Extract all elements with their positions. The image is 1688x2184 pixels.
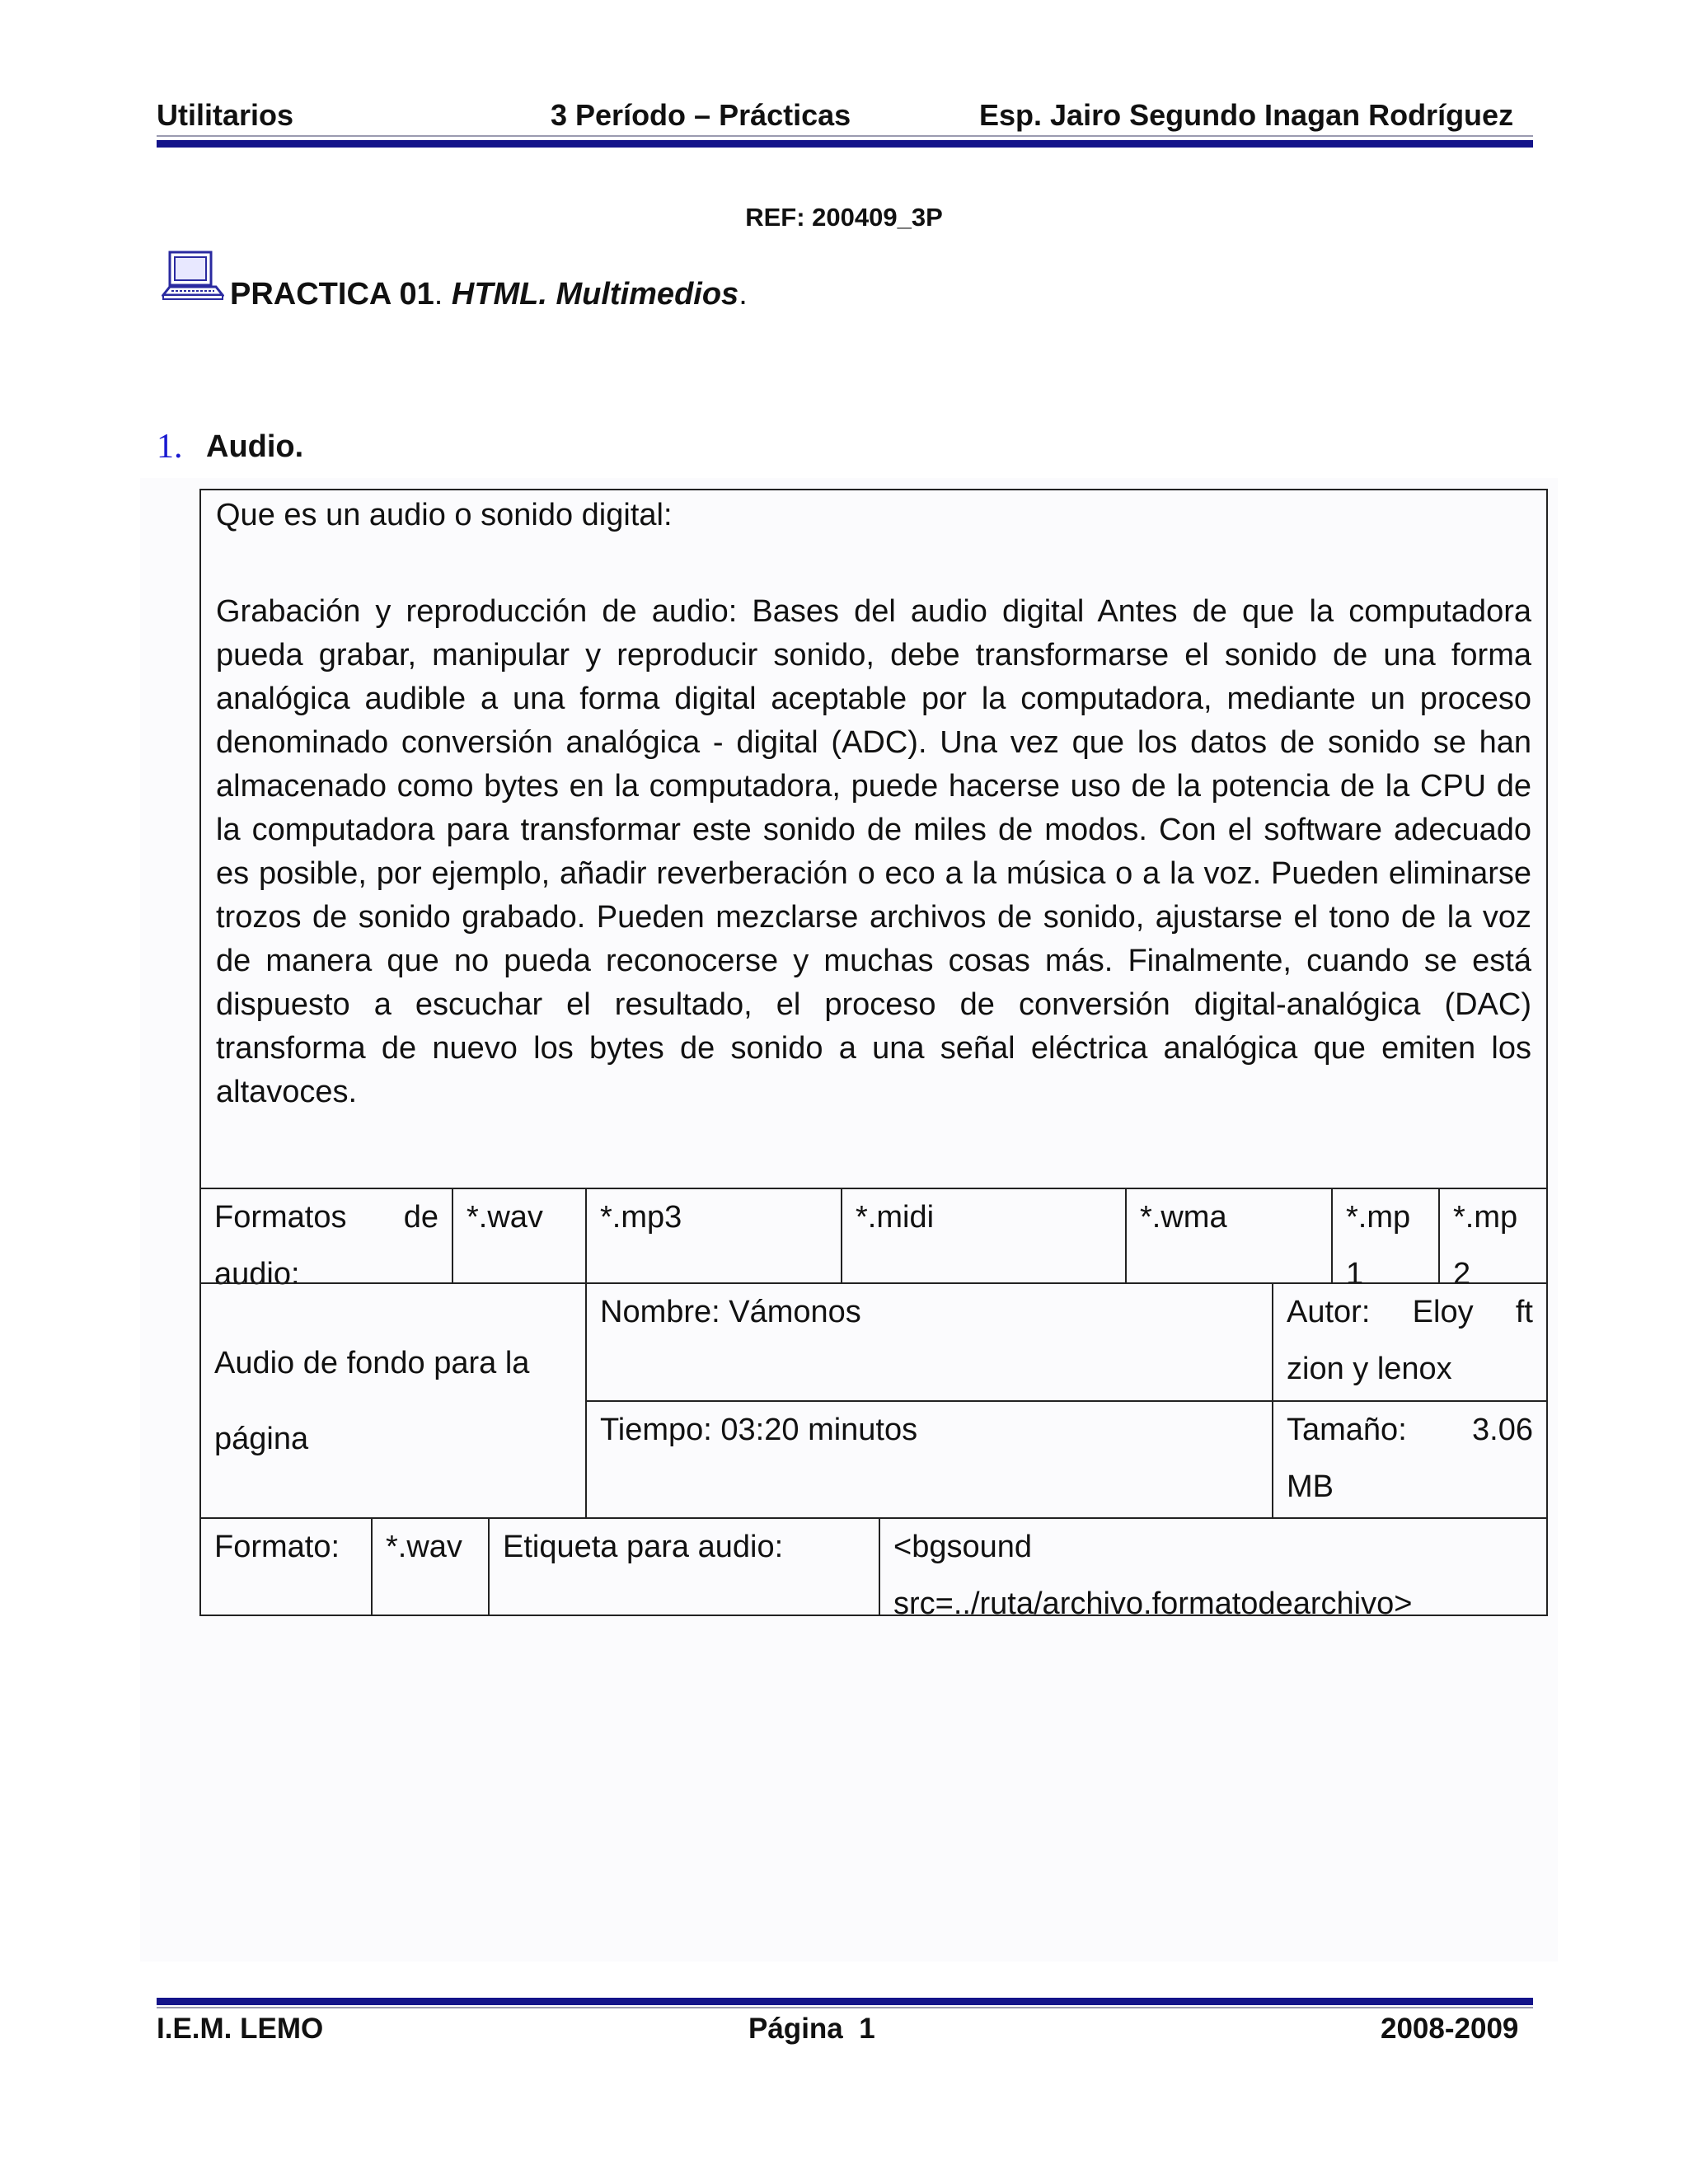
tag-value-cell xyxy=(879,1517,1548,1621)
format-mp1 xyxy=(1331,1188,1440,1291)
footer-rule-thin xyxy=(157,2007,1533,2008)
song-author-word-3: ft xyxy=(1515,1295,1533,1329)
song-size-line-2: MB xyxy=(1287,1469,1334,1504)
footer-page: Página 1 xyxy=(748,2013,875,2045)
definition-body: Grabación y reproducción de audio: Bases del audio digital Antes de que la computadora pueda grabar, manipular y reproducir sonido, debe transformarse el sonido de una forma analógica audible a una forma digital aceptable por la computadora, mediante un proceso denominado conversión analógica - digital (ADC). Una vez que los datos de sonido se han almacenado como bytes en la computadora, puede hacerse uso de la potencia de la CPU de la computadora para transformar este sonido de miles de modos. Con el software adecuado es posible, por ejemplo, añadir reverberación o eco a la música o a la voz. Pueden eliminarse trozos de sonido grabado. Pueden mezclarse archivos de sonido, ajustarse el tono de la voz de manera que no pueda reconocerse y muchas cosas más. Finalmente, cuando se está dispuesto a escuchar el resultado, el proceso de conversión digital-analógica (DAC) transforma de nuevo los bytes de sonido a una señal eléctrica analógica que emiten los altavoces. xyxy=(216,594,1531,1109)
song-size-cell xyxy=(1272,1400,1548,1519)
practice-dot-2: . xyxy=(738,277,748,312)
practice-subject: HTML. Multimedios xyxy=(451,277,739,312)
tag-value-line-1: <bgsound xyxy=(893,1530,1032,1564)
song-size-word-2: 3.06 xyxy=(1472,1413,1533,1447)
format-wma: *.wma xyxy=(1125,1188,1333,1284)
song-author-word-2: Eloy xyxy=(1412,1295,1474,1329)
tag-value-line-2: src=../ruta/archivo.formatodearchivo> xyxy=(893,1586,1413,1621)
format-wav: *.wav xyxy=(452,1188,587,1284)
format-mp1-line-2: 1 xyxy=(1346,1257,1364,1291)
footer-school: I.E.M. LEMO xyxy=(157,2013,324,2045)
definition-box xyxy=(199,489,1548,1189)
format-value-cell: *.wav xyxy=(371,1517,490,1616)
header-course: Utilitarios xyxy=(157,98,294,132)
format-label-cell: Formato: xyxy=(199,1517,373,1616)
formats-label-word-1: Formatos xyxy=(214,1200,347,1235)
background-audio-label-line-2: página xyxy=(214,1422,309,1456)
background-audio-label-cell xyxy=(199,1282,587,1519)
practice-dot-1: . xyxy=(434,277,443,312)
format-mp2-line-2: 2 xyxy=(1453,1257,1471,1291)
format-mp2-line-1: *.mp xyxy=(1453,1200,1518,1235)
format-mp2 xyxy=(1438,1188,1548,1291)
format-mp3: *.mp3 xyxy=(585,1188,842,1284)
definition-question: Que es un audio o sonido digital: xyxy=(216,498,673,532)
formats-label-word-2: de xyxy=(403,1200,438,1235)
footer-rule-thick xyxy=(157,1998,1533,2005)
song-name-cell: Nombre: Vámonos xyxy=(585,1282,1273,1402)
laptop-icon xyxy=(162,249,224,307)
header-rule-thick xyxy=(157,140,1533,148)
tag-label-cell: Etiqueta para audio: xyxy=(488,1517,880,1616)
section-title: Audio. xyxy=(206,429,304,464)
format-midi: *.midi xyxy=(841,1188,1127,1284)
song-time-cell: Tiempo: 03:20 minutos xyxy=(585,1400,1273,1519)
background-audio-label-line-1: Audio de fondo para la xyxy=(214,1346,530,1380)
formats-label-cell xyxy=(199,1188,453,1291)
practice-prefix: PRACTICA 01 xyxy=(230,277,434,312)
formats-label-line-2: audio: xyxy=(214,1257,300,1291)
reference-code: REF: 200409_3P xyxy=(745,203,943,232)
header-teacher: Esp. Jairo Segundo Inagan Rodríguez xyxy=(979,98,1514,132)
section-number: 1. xyxy=(157,428,183,466)
song-size-word-1: Tamaño: xyxy=(1287,1413,1407,1447)
footer-year: 2008-2009 xyxy=(1381,2013,1519,2045)
header-period: 3 Período – Prácticas xyxy=(551,98,851,132)
song-author-cell xyxy=(1272,1282,1548,1402)
format-mp1-line-1: *.mp xyxy=(1346,1200,1411,1235)
header-rule-thin xyxy=(157,135,1533,137)
practice-title xyxy=(230,277,748,312)
song-author-word-1: Autor: xyxy=(1287,1295,1371,1329)
song-author-line-2: zion y lenox xyxy=(1287,1352,1452,1386)
